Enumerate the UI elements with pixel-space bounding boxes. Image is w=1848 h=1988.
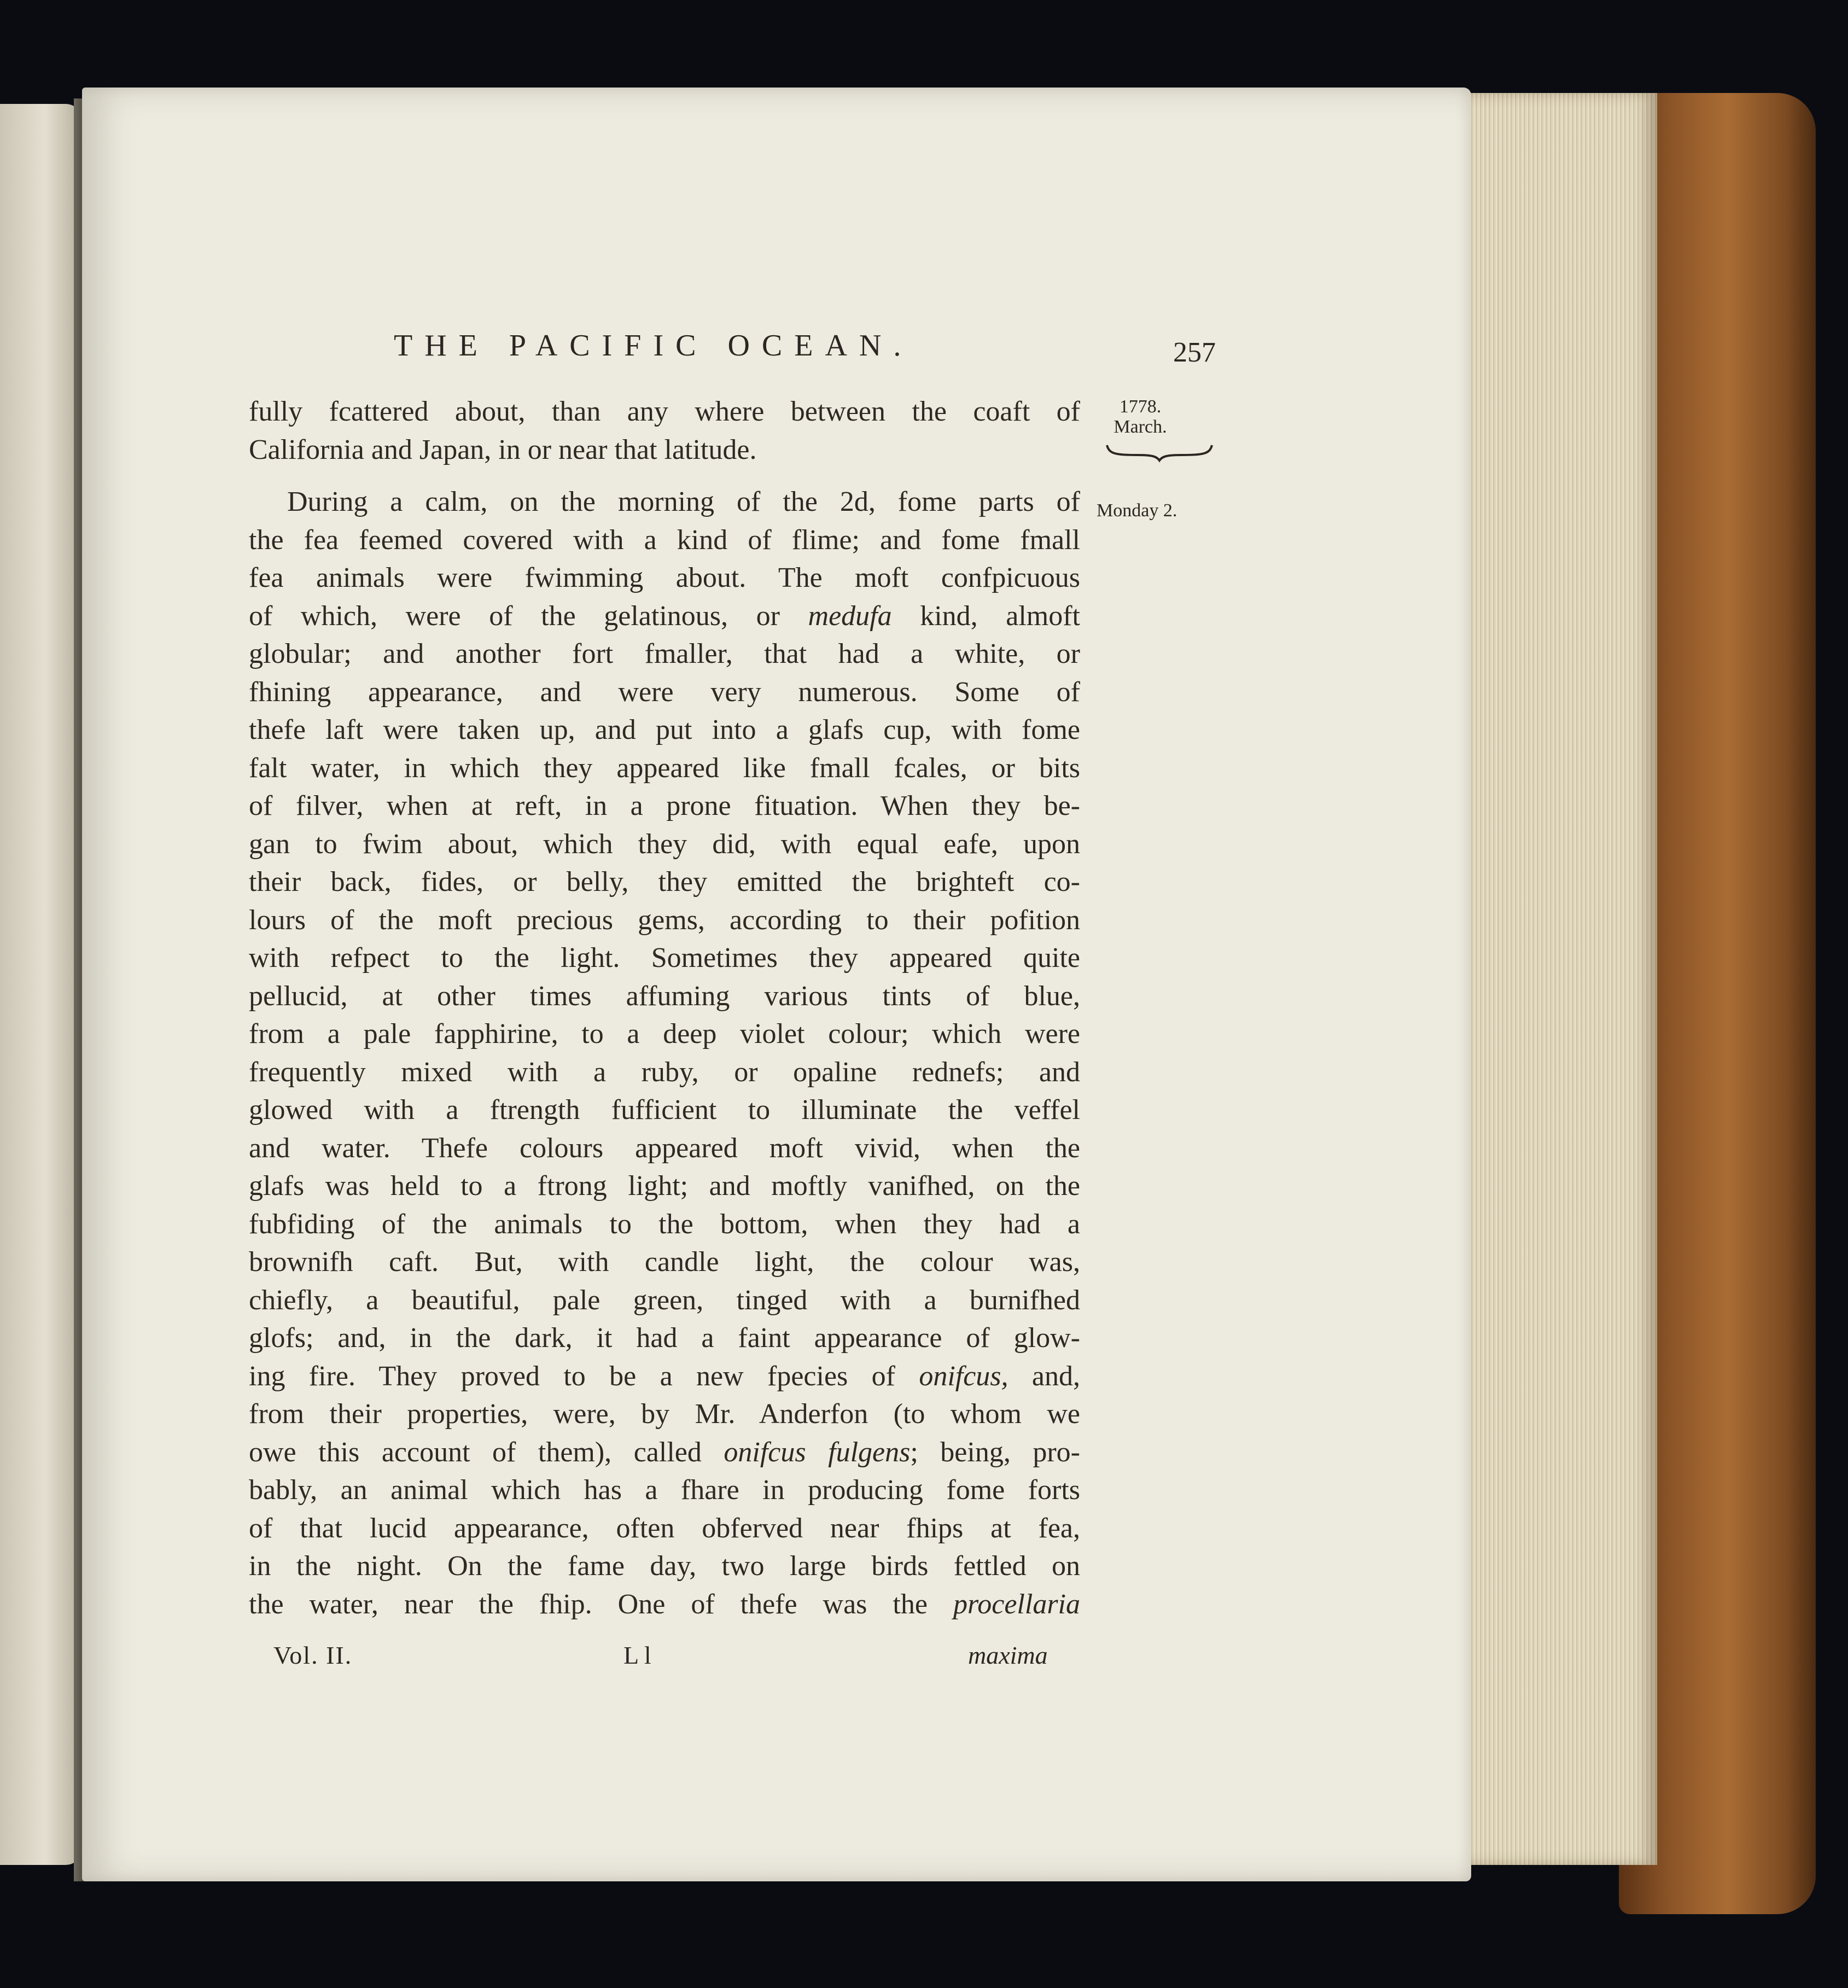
running-head: THE PACIFIC OCEAN. xyxy=(394,329,913,363)
text-line: and water. Thefe colours appeared moft vivid, when the xyxy=(249,1132,1080,1164)
page-edges xyxy=(1460,93,1657,1865)
text-line: glowed with a ftrength fufficient to illuminate the veffel xyxy=(249,1094,1080,1126)
italic-term: onifcus fulgens xyxy=(724,1436,911,1468)
text-line: with refpect to the light. Sometimes they appeared quite xyxy=(249,942,1080,973)
text-line: brownifh caft. But, with candle light, the colour was, xyxy=(249,1246,1080,1278)
text-run: ; being, pro- xyxy=(910,1436,1080,1468)
text-line: in the night. On the fame day, two large birds fettled on xyxy=(249,1550,1080,1582)
text-line: glafs was held to a ftrong light; and moftly vanifhed, on the xyxy=(249,1170,1080,1202)
text-run: and, xyxy=(1008,1360,1080,1392)
text-line: gan to fwim about, which they did, with equal eafe, upon xyxy=(249,828,1080,860)
italic-term: procellaria xyxy=(953,1588,1080,1620)
body-text xyxy=(249,393,1080,1623)
text-line: of that lucid appearance, often obferved near fhips at fea, xyxy=(249,1512,1080,1544)
text-line: fhining appearance, and were very numerous. Some of xyxy=(249,676,1080,708)
catchword: maxima xyxy=(968,1641,1048,1669)
text-run: of which, were of the gelatinous, or xyxy=(249,600,808,632)
text-line: fully fcattered about, than any where between the coaft of xyxy=(249,396,1080,427)
text-line xyxy=(249,597,1080,636)
facing-page xyxy=(0,104,82,1865)
text-line xyxy=(249,1357,1080,1396)
text-line: bably, an animal which has a fhare in producing fome forts xyxy=(249,1474,1080,1506)
text-run: ing fire. They proved to be a new fpecies of xyxy=(249,1360,919,1392)
text-line: from a pale fapphirine, to a deep violet colour; which were xyxy=(249,1018,1080,1050)
italic-term: medufa xyxy=(808,600,892,632)
paragraph-gap xyxy=(249,469,1080,483)
text-line: falt water, in which they appeared like fmall fcales, or bits xyxy=(249,752,1080,784)
margin-brace xyxy=(1105,442,1214,464)
signature-mark: L l xyxy=(623,1641,651,1669)
text-line: of filver, when at reft, in a prone fituation. When they be- xyxy=(249,790,1080,821)
italic-term: onifcus, xyxy=(919,1360,1008,1392)
text-line xyxy=(249,1585,1080,1624)
volume-label: Vol. II. xyxy=(273,1641,353,1669)
text-line: lours of the moft precious gems, according to their pofition xyxy=(249,904,1080,936)
text-line: During a calm, on the morning of the 2d, fome parts of xyxy=(287,486,1080,517)
margin-note-month: March. xyxy=(1114,417,1167,437)
text-line: their back, fides, or belly, they emitted the brighteft co- xyxy=(249,866,1080,897)
text-run: owe this account of them), called xyxy=(249,1436,724,1468)
text-line: globular; and another fort fmaller, that had a white, or xyxy=(249,638,1080,669)
text-line: fea animals were fwimming about. The moft confpicuous xyxy=(249,562,1080,593)
margin-note-year: 1778. xyxy=(1119,397,1162,417)
margin-note-day: Monday 2. xyxy=(1097,500,1177,521)
text-line: thefe laft were taken up, and put into a glafs cup, with fome xyxy=(249,714,1080,745)
text-line: from their properties, were, by Mr. Anderfon (to whom we xyxy=(249,1398,1080,1430)
text-line: California and Japan, in or near that latitude. xyxy=(249,434,757,465)
text-line xyxy=(249,1433,1080,1472)
text-run: kind, almoft xyxy=(891,600,1081,632)
text-run: the water, near the fhip. One of thefe was the xyxy=(249,1588,953,1620)
text-line: fubfiding of the animals to the bottom, when they had a xyxy=(249,1208,1080,1240)
text-line: the fea feemed covered with a kind of flime; and fome fmall xyxy=(249,524,1080,556)
text-line: frequently mixed with a ruby, or opaline rednefs; and xyxy=(249,1056,1080,1088)
page-number: 257 xyxy=(1173,337,1216,368)
text-line: chiefly, a beautiful, pale green, tinged with a burnifhed xyxy=(249,1284,1080,1316)
text-line: pellucid, at other times affuming various tints of blue, xyxy=(249,980,1080,1012)
text-line: glofs; and, in the dark, it had a faint appearance of glow- xyxy=(249,1322,1080,1354)
